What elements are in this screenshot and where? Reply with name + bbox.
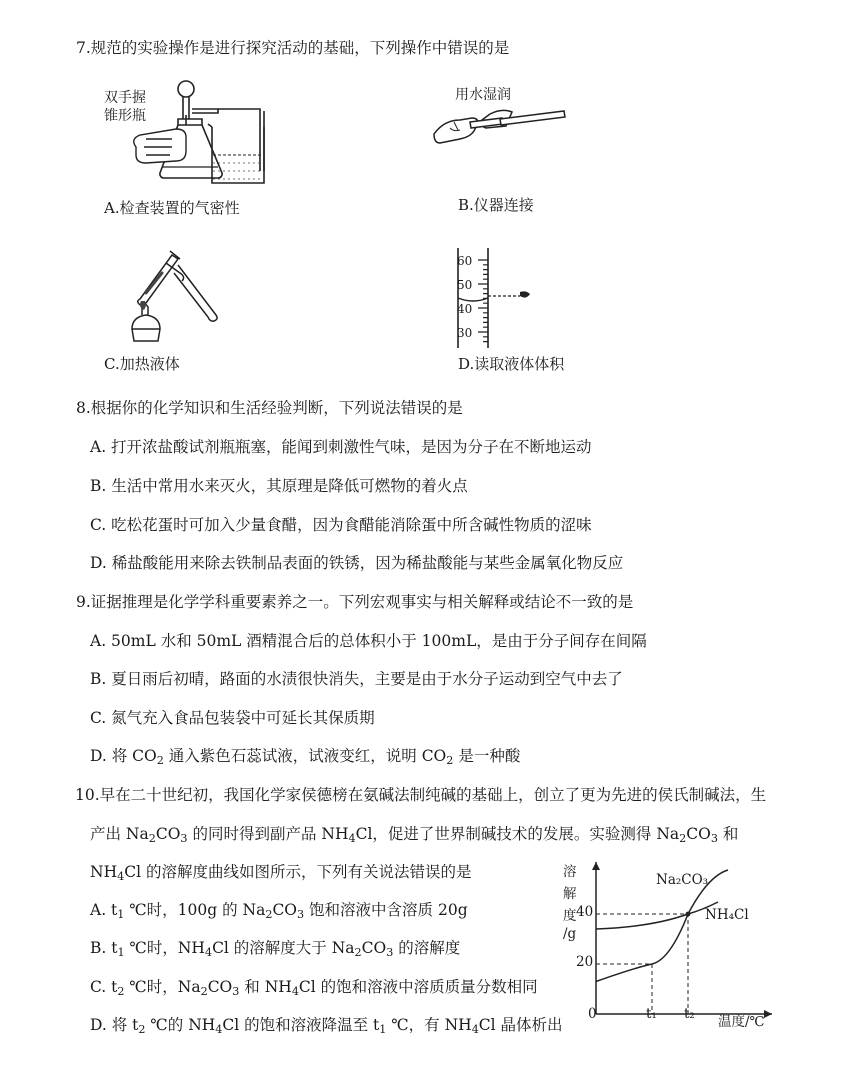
fig-b-label: 用水湿润: [455, 87, 511, 103]
intersection-point: [686, 912, 691, 917]
x-origin-0: 0: [588, 1006, 597, 1022]
q8-option-b: B. 生活中常用水来灭火，其原理是降低可燃物的着火点: [90, 477, 468, 495]
fig-a-caption: A.检查装置的气密性: [104, 199, 240, 217]
q10-stem-line3: $NH_4Cl$ 的溶解度曲线如图所示，下列有关说法错误的是: [90, 863, 472, 883]
fig-d-caption: D.读取液体体积: [458, 355, 565, 373]
y-tick-40: 40: [576, 904, 594, 920]
fig-d-tick-30: 30: [457, 326, 473, 340]
q10-stem-line2: 产出 $Na_2CO_3$ 的同时得到副产品 $NH_4Cl$，促进了世界制碱技术的发展。实验测得 $Na_2CO_3$ 和: [90, 825, 739, 845]
y-label-char-2: 解: [563, 886, 577, 902]
q10-option-c: C. $t_2$ ℃时，$Na_2CO_3$ 和 $NH_4Cl$ 的饱和溶液中溶质质量分数相同: [90, 978, 538, 998]
q7-stem: 7.规范的实验操作是进行探究活动的基础，下列操作中错误的是: [76, 39, 510, 57]
q9-option-d: D. 将 $CO_2$ 通入紫色石蕊试液，试液变红，说明 $CO_2$ 是一种酸: [90, 747, 521, 767]
fig-c-heating-tube: [120, 245, 230, 345]
fig-b-tube-connection: [430, 104, 570, 149]
legend-na2co3: Na₂CO₃: [656, 872, 709, 888]
q9-stem: 9.证据推理是化学学科重要素养之一。下列宏观事实与相关解释或结论不一致的是: [76, 593, 634, 611]
q10-option-d: D. 将 $t_2$ ℃的 $NH_4Cl$ 的饱和溶液降温至 $t_1$ ℃，有 $NH_4Cl$ 晶体析出: [90, 1016, 563, 1036]
y-tick-20: 20: [576, 954, 594, 970]
y-axis-arrow: [592, 862, 600, 870]
q9-option-b: B. 夏日雨后初晴，路面的水渍很快消失，主要是由于水分子运动到空气中去了: [90, 670, 623, 688]
q9-option-c: C. 氮气充入食品包装袋中可延长其保质期: [90, 709, 375, 727]
fig-d-tick-50: 50: [457, 278, 473, 292]
fig-b-caption: B.仪器连接: [458, 196, 534, 214]
x-tick-t2: t₂: [684, 1006, 695, 1022]
y-label-char-4: /g: [563, 926, 577, 942]
x-axis-label: 温度/℃: [718, 1014, 765, 1030]
q8-option-c: C. 吃松花蛋时可加入少量食醋，因为食醋能消除蛋中所含碱性物质的涩味: [90, 516, 592, 534]
q8-stem: 8.根据你的化学知识和生活经验判断，下列说法错误的是: [76, 399, 463, 417]
q10-option-b: B. $t_1$ ℃时，$NH_4Cl$ 的溶解度大于 $Na_2CO_3$ 的溶解度: [90, 939, 461, 959]
legend-nh4cl: NH₄Cl: [705, 907, 749, 923]
curve-nh4cl: [596, 902, 718, 929]
q10-stem-line1: 10.早在二十世纪初，我国化学家侯德榜在氨碱法制纯碱的基础上，创立了更为先进的侯氏制碱法，生: [75, 786, 767, 804]
q10-option-a: A. $t_1$ ℃时，100g 的 $Na_2CO_3$ 饱和溶液中含溶质 20g: [90, 901, 468, 921]
fig-c-caption: C.加热液体: [104, 355, 180, 373]
x-tick-t1: t₁: [646, 1006, 657, 1022]
y-label-char-3: 度: [563, 908, 577, 924]
q8-option-d: D. 稀盐酸能用来除去铁制品表面的铁锈，因为稀盐酸能与某些金属氧化物反应: [90, 554, 624, 572]
y-label-char-1: 溶: [563, 864, 577, 880]
q9-option-a: A. 50mL 水和 50mL 酒精混合后的总体积小于 100mL，是由于分子间存在间隔: [90, 632, 647, 650]
x-axis-arrow: [764, 1010, 772, 1018]
fig-d-tick-60: 60: [457, 254, 473, 268]
q8-option-a: A. 打开浓盐酸试剂瓶瓶塞，能闻到刺激性气味，是因为分子在不断地运动: [90, 438, 592, 456]
fig-d-tick-40: 40: [457, 302, 473, 316]
fig-a-label-line1: 双手握: [104, 90, 146, 106]
fig-a-label-line2: 锥形瓶: [104, 108, 146, 124]
